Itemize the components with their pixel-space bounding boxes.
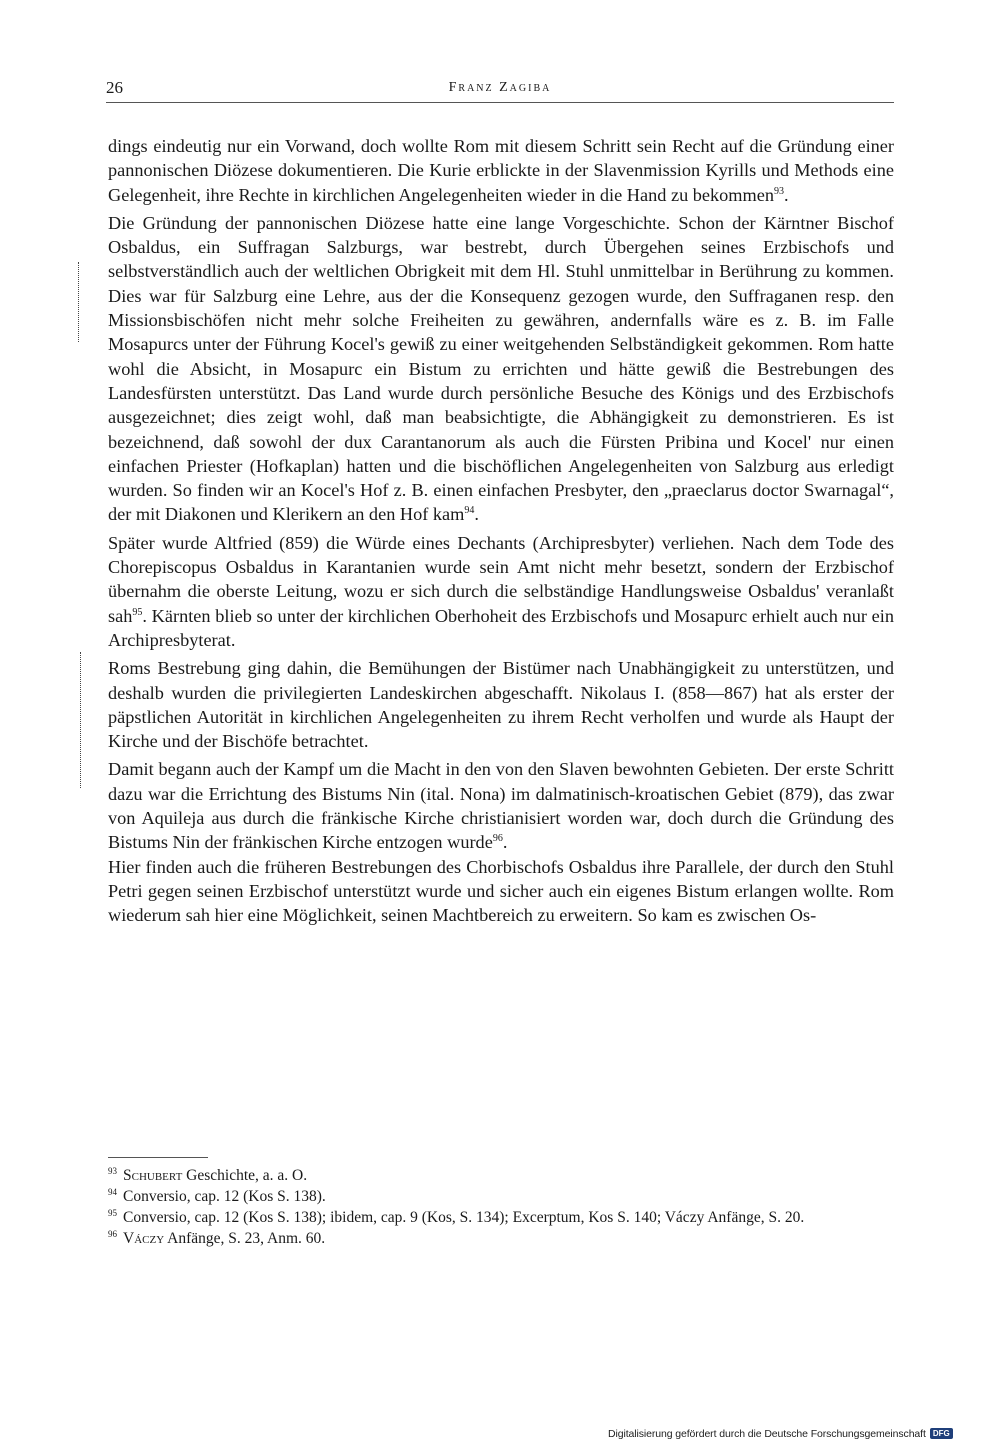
footnote: $^{95}$ Conversio, cap. 12 (Kos S. 138); ibidem, cap. 9 (Kos, S. 134); Excerptum, Kos S. 140; Váczy Anfänge, S. 20. xyxy=(108,1207,805,1226)
footnote-ref[interactable]: 93 xyxy=(774,185,785,197)
footnote: $^{96}$ Váczy Anfänge, S. 23, Anm. 60. xyxy=(108,1228,326,1247)
paragraph: Die Gründung der pannonischen Diözese hatte eine lange Vorgeschichte. Schon der Kärntner Bischof Osbaldus, ein Suffragan Salzburgs, war bestrebt, durch Übergehen seines Erzbischofs und selbstverständlich auch der weltlichen Obrigkeit mit dem Hl. Stuhl unmittelbar in Berührung zu kommen. Dies war für Salzburg eine Lehre, aus der die Konsequenz gezogen wurde, den Suffraganen resp. den Missionsbischöfen nicht mehr solche Freiheiten zu gewähren, andernfalls wäre es z. B. im Falle Mosapurcs unter der Führung Kocel's gewiß zu einer weitgehenden Selbständigkeit gekommen. Rom hatte wohl die Absicht, in Mosapurc ein Bistum zu errichten und hätte gewiß die Bestrebungen des Landesfürsten unterstützt. Das Land wurde durch persönliche Besuche des Königs und des Erzbischofs ausgezeichnet; dies zeigt wohl, daß man beabsichtigte, die Abhängigkeit zu demonstrieren. Es ist bezeichnend, daß sowohl der dux Carantanorum als auch die Fürsten Pribina und Kocel' nur einen einfachen Priester (Hofkaplan) hatten und die bischöflichen Angelegenheiten von Salzburg aus erledigt wurden. So finden wir an Kocel's Hof z. B. einen einfachen Presbyter, den „praeclarus doctor Swarnagal“, der mit Diakonen und Klerikern an den Hof kam$^{94}$. xyxy=(108,212,894,525)
margin-mark xyxy=(78,262,79,342)
body-text xyxy=(108,134,894,928)
footnote-ref[interactable]: 96 xyxy=(492,833,503,845)
paragraph: Hier finden auch die früheren Bestrebungen des Chorbischofs Osbaldus ihre Parallele, der durch den Stuhl Petri gegen seinen Erzbischof unterstützt wurde und sicher auch ein eigenes Bistum erlangen wollte. Rom wiederum sah hier eine Möglichkeit, seinen Machtbereich zu erweitern. So kam es zwischen Os- xyxy=(108,856,894,926)
footnote: $^{94}$ Conversio, cap. 12 (Kos S. 138). xyxy=(108,1186,326,1205)
footnote-ref[interactable]: 95 xyxy=(132,606,143,618)
paragraph: Roms Bestrebung ging dahin, die Bemühungen der Bistümer nach Unabhängigkeit zu unterstützen, und deshalb wurden die privilegierten Landeskirchen abgeschafft. Nikolaus I. (858—867) hat als erster der päpstlichen Autorität in kirchlichen Angelegenheiten zu ihrem Recht verholfen und wurde als Haupt der Kirche und der Bischöfe betrachtet. xyxy=(108,658,894,752)
digitization-footer xyxy=(608,1425,953,1442)
paragraph: Damit begann auch der Kampf um die Macht in den von den Slaven bewohnten Gebieten. Der erste Schritt dazu war die Errichtung des Bistums Nin (ital. Nona) im dalmatinisch-kroatischen Gebiet (879), das zwar von Aquileja aus durch die fränkische Kirche christianisiert worden war, doch durch die Gründung des Bistums Nin der fränkischen Kirche entzogen wurde$^{96}$. xyxy=(108,759,894,853)
footnote-rule xyxy=(108,1157,208,1158)
footnotes xyxy=(108,1166,894,1250)
margin-mark xyxy=(80,652,81,788)
page-header xyxy=(106,78,894,103)
running-head: Franz Zagiba xyxy=(448,80,552,95)
footnote: $^{93}$ Schubert Geschichte, a. a. O. xyxy=(108,1165,308,1184)
paragraph: Später wurde Altfried (859) die Würde eines Dechants (Archipresbyter) verliehen. Nach dem Tode des Chorepiscopus Osbaldus in Karantanien wurde sein Amt nicht mehr besetzt, sondern der Erzbischof übernahm die oberste Leitung, wozu er sich durch die selbständige Handlungsweise Osbaldus' veranlaßt sah$^{95}$. Kärnten blieb so unter der kirchlichen Oberhoheit des Erzbischofs und Mosapurc erhielt auch nur ein Archipresbyterat. xyxy=(108,532,894,650)
paragraph: dings eindeutig nur ein Vorwand, doch wollte Rom mit diesem Schritt sein Recht auf die Gründung einer pannonischen Diözese dokumentieren. Die Kurie erblickte in der Slavenmission Kyrills und Methods eine Gelegenheit, ihre Rechte in kirchlichen Angelegenheiten wieder in die Hand zu bekommen$^{93}$. xyxy=(108,136,894,205)
digitization-note: Digitalisierung gefördert durch die Deutsche Forschungsgemeinschaft xyxy=(608,1427,926,1440)
page-number: 26 xyxy=(106,78,123,97)
footnote-ref[interactable]: 94 xyxy=(464,505,475,517)
dfg-logo: DFG xyxy=(930,1428,953,1439)
